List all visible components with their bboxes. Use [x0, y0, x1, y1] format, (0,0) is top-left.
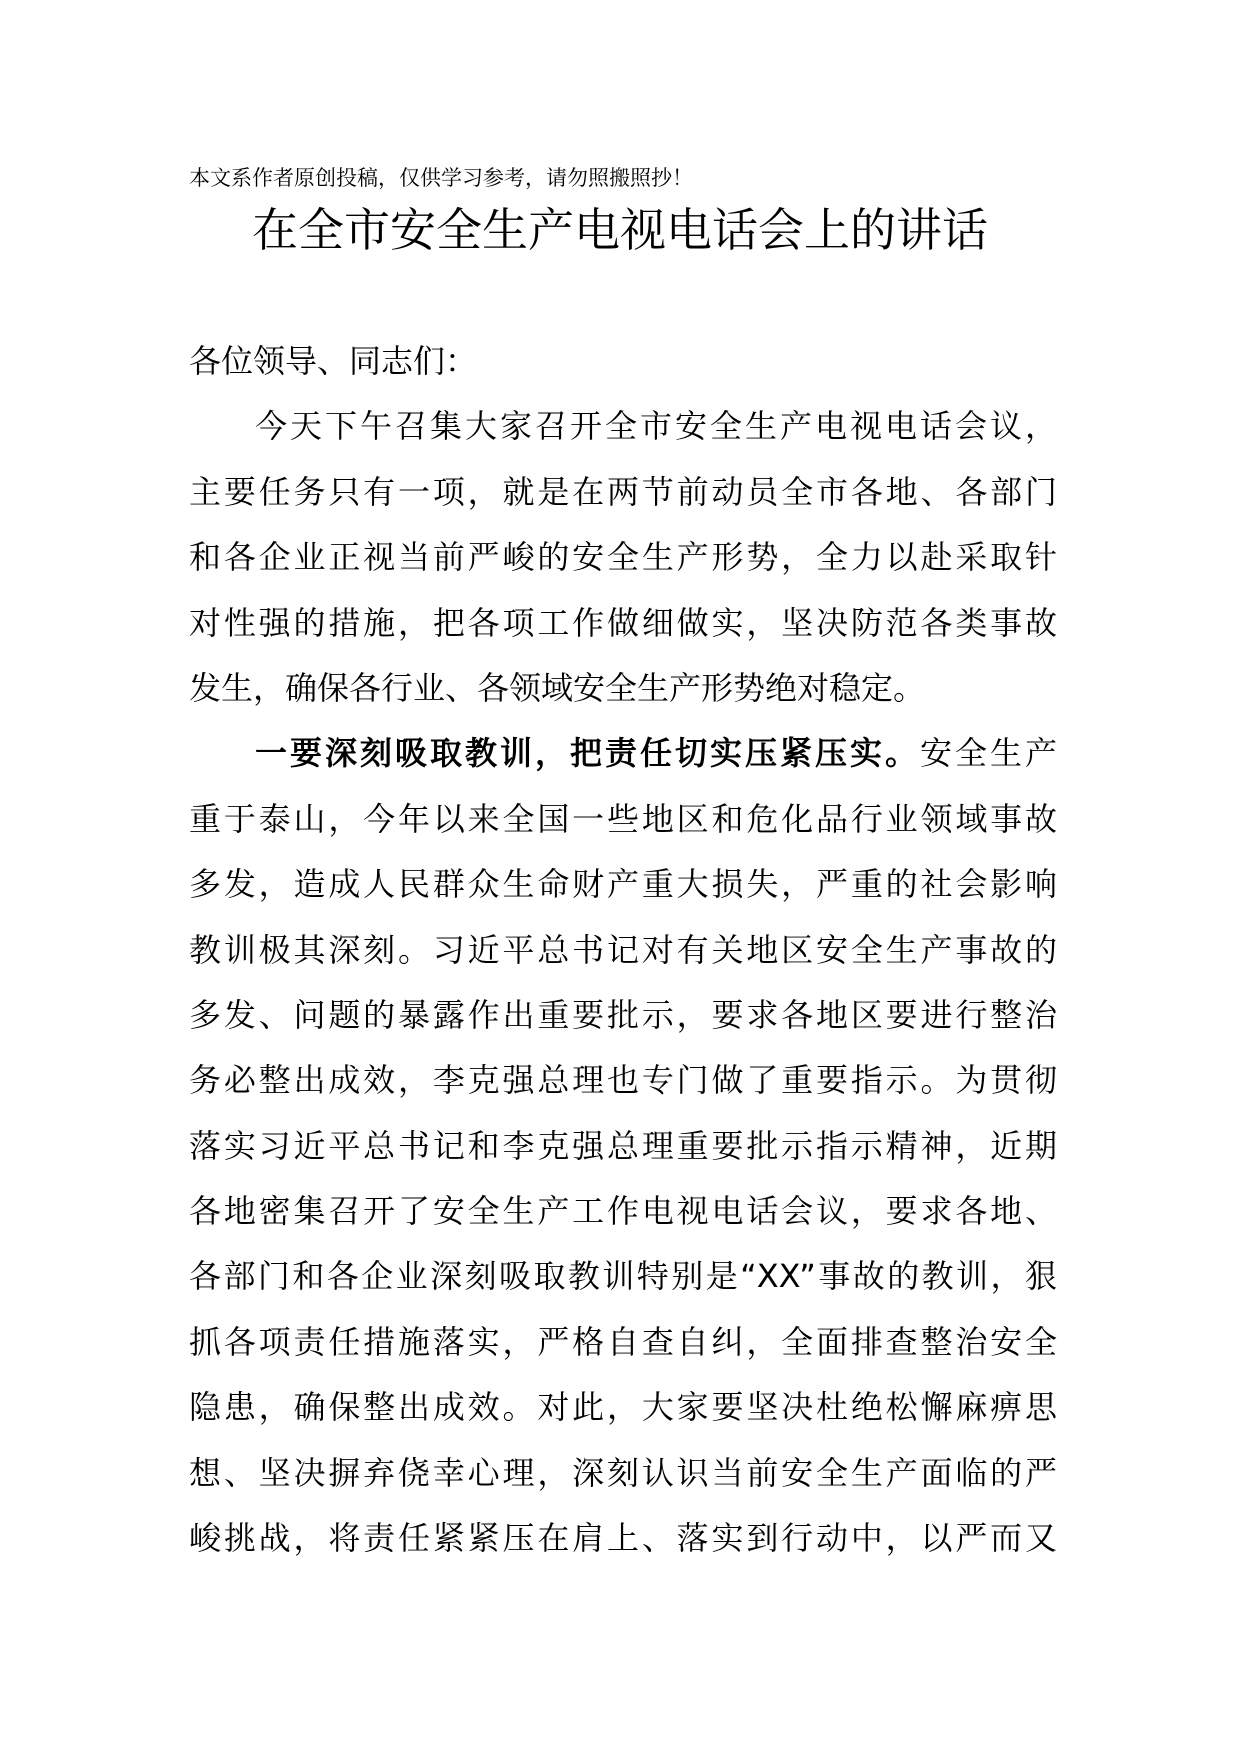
paragraph-line: 发生，确保各行业、各领域安全生产形势绝对稳定。 [189, 668, 926, 707]
paragraph-line: 多发，造成人民群众生命财产重大损失，严重的社会影响 [189, 865, 1057, 904]
paragraph-line: 教训极其深刻。习近平总书记对有关地区安全生产事故的 [189, 930, 1057, 969]
paragraph-line: 重于泰山，今年以来全国一些地区和危化品行业领域事故 [189, 799, 1057, 838]
paragraph-line: 落实习近平总书记和李克强总理重要批示指示精神，近期 [189, 1126, 1057, 1165]
document-title: 在全市安全生产电视电话会上的讲话 [252, 203, 988, 257]
paragraph-line: 和各企业正视当前严峻的安全生产形势，全力以赴采取针 [189, 538, 1057, 577]
paragraph-line: 对性强的措施，把各项工作做细做实，坚决防范各类事故 [189, 603, 1057, 642]
copyright-note: 本文系作者原创投稿，仅供学习参考，请勿照搬照抄！ [189, 166, 693, 190]
greeting: 各位领导、同志们： [189, 342, 478, 380]
paragraph-line: 各地密集召开了安全生产工作电视电话会议，要求各地、 [189, 1192, 1057, 1231]
paragraph-line: 多发、问题的暴露作出重要批示，要求各地区要进行整治 [189, 995, 1057, 1034]
paragraph-2 [189, 721, 1057, 1571]
paragraph-line: 务必整出成效，李克强总理也专门做了重要指示。为贯彻 [189, 1061, 1057, 1100]
paragraph-line: 主要任务只有一项，就是在两节前动员全市各地、各部门 [189, 472, 1057, 511]
paragraph-1 [189, 394, 1057, 721]
paragraph-line: 峻挑战，将责任紧紧压在肩上、落实到行动中，以严而又 [189, 1519, 1057, 1558]
paragraph-line: 今天下午召集大家召开全市安全生产电视电话会议， [255, 407, 1057, 446]
paragraph-text: 安全生产 [919, 734, 1057, 773]
paragraph-line: 隐患，确保整出成效。对此，大家要坚决杜绝松懈麻痹思 [189, 1388, 1057, 1427]
section-heading: 一要深刻吸取教训，把责任切实压紧压实。 [255, 734, 920, 773]
paragraph-line [189, 721, 1057, 786]
paragraph-line: 各部门和各企业深刻吸取教训特别是“XX”事故的教训，狠 [189, 1257, 1057, 1296]
document-body [189, 329, 1057, 1571]
paragraph-line: 想、坚决摒弃侥幸心理，深刻认识当前安全生产面临的严 [189, 1453, 1057, 1492]
paragraph-line: 抓各项责任措施落实，严格自查自纠，全面排查整治安全 [189, 1322, 1057, 1361]
